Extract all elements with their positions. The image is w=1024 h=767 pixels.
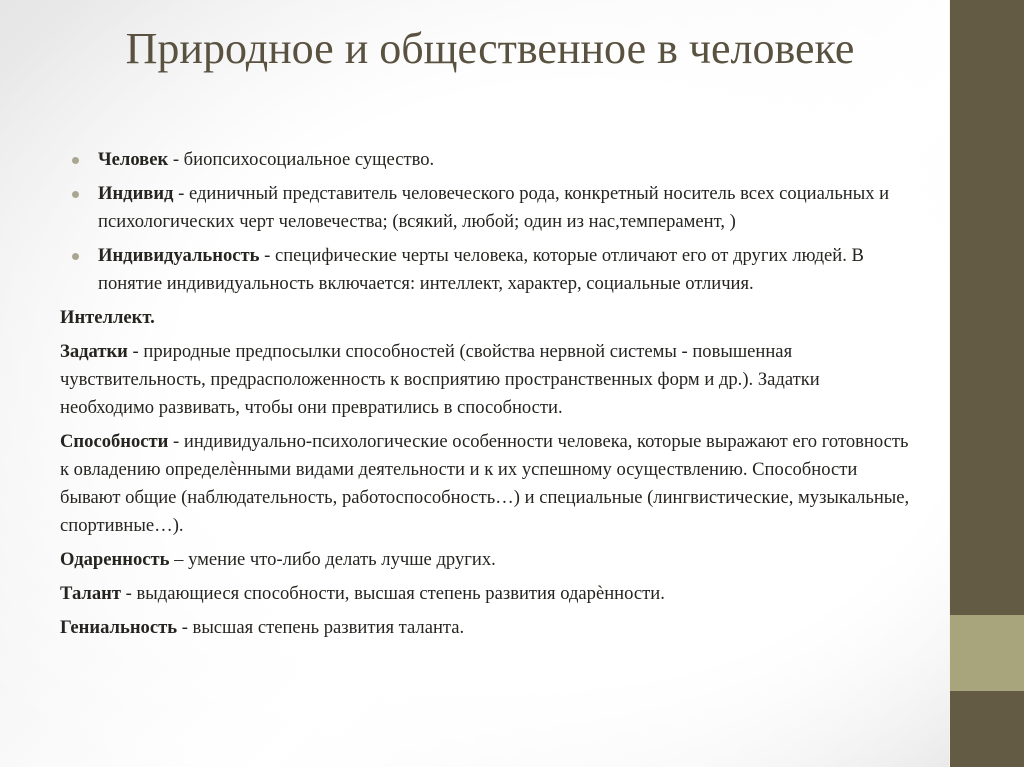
term-label: Талант — [60, 583, 121, 604]
paragraph-talant — [60, 580, 910, 608]
term-label: Индивидуальность — [98, 245, 260, 266]
definition-text: - индивидуально-психологические особенности человека, которые выражают его готовность к овладению определѐнными видами деятельности и к их успешному осуществлению. Способности бывают общие (наблюдательность, работоспособность…) и специальные (лингвистические, музыкальные, спортивные…). — [60, 431, 910, 536]
definition-text: - высшая степень развития таланта. — [177, 617, 465, 638]
term-label: Одаренность — [60, 549, 170, 570]
bullet-dot-icon — [72, 253, 79, 260]
paragraph-zadatki — [60, 338, 910, 422]
paragraph-genialnost — [60, 614, 910, 642]
term-label: Интеллект. — [60, 307, 155, 328]
definition-text: – умение что-либо делать лучше других. — [169, 549, 496, 570]
definition-text: - единичный представитель человеческого рода, конкретный носитель всех социальных и психологических черт человечества; (всякий, любой; один из нас,темперамент, ) — [98, 183, 890, 232]
bullet-dot-icon — [72, 191, 79, 198]
bullet-dot-icon — [72, 157, 79, 164]
paragraph-sposobnosti — [60, 428, 910, 540]
paragraph-odarennost — [60, 546, 910, 574]
bullet-item-individ — [60, 180, 910, 236]
definition-text: - выдающиеся способности, высшая степень развития одарѐнности. — [120, 583, 665, 604]
slide-title: Природное и общественное в человеке — [125, 24, 855, 73]
term-label: Способности — [60, 431, 169, 452]
bullet-item-chelovek — [60, 146, 910, 174]
term-label: Гениальность — [60, 617, 178, 638]
definitions-bullet-list — [60, 146, 910, 298]
decorative-sidebar — [949, 0, 1024, 767]
slide-body — [60, 146, 910, 648]
paragraph-intellekt — [60, 304, 910, 332]
term-label: Индивид — [98, 183, 174, 204]
term-label: Человек — [98, 149, 169, 170]
definition-text: - природные предпосылки способностей (свойства нервной системы - повышенная чувствительность, предрасположенность к восприятию пространственных форм и др.). Задатки необходимо развивать, чтобы они превратились в способности. — [60, 341, 820, 418]
term-label: Задатки — [60, 341, 128, 362]
sidebar-accent-band — [950, 615, 1024, 691]
bullet-item-individualnost — [60, 242, 910, 298]
definition-text: - специфические черты человека, которые отличают его от других людей. В понятие индивидуальность включается: интеллект, характер, социальные отличия. — [98, 245, 864, 294]
definition-text: - биопсихосоциальное существо. — [168, 149, 435, 170]
